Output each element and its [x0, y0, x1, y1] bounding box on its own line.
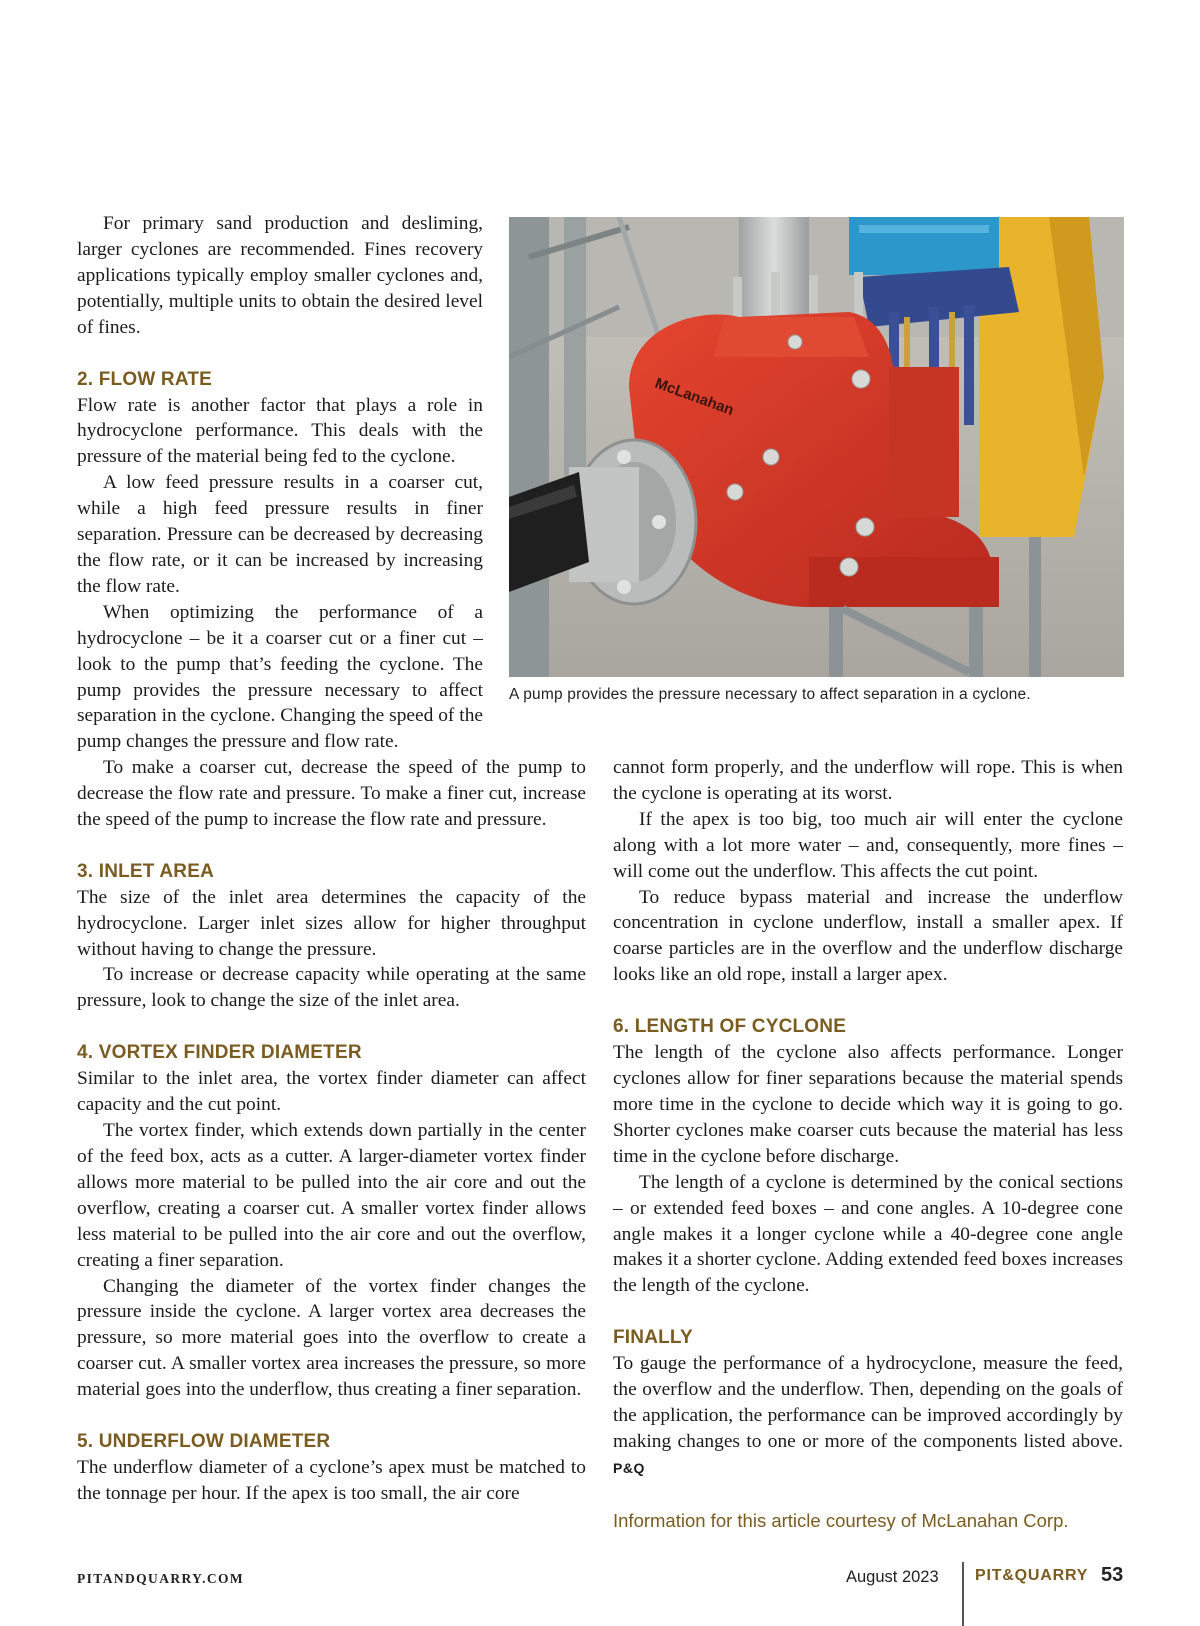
section-heading-inlet-area: 3. INLET AREA — [77, 860, 215, 882]
right-column — [613, 755, 1123, 1534]
section-heading-finally: FINALLY — [613, 1327, 693, 1349]
length-paragraph-1: The length of the cyclone also affects performance. Longer cyclones allow for finer separations because the material spends more time in the cyclone to decide which way it is going to go. Shorter cyclones make coarser cuts because the material has less time in the cyclone before discharge. — [613, 1042, 1123, 1167]
inlet-area-paragraph-1: The size of the inlet area determines the capacity of the hydrocyclone. Larger inlet sizes allow for higher throughput without having to change the pressure. — [77, 886, 586, 960]
footer-date: August 2023 — [846, 1568, 939, 1586]
intro-column — [77, 211, 483, 755]
pump-photo — [509, 217, 1124, 677]
photo-caption: A pump provides the pressure necessary to affect separation in a cyclone. — [509, 686, 1031, 703]
page-number: 53 — [1101, 1564, 1124, 1586]
flow-rate-paragraph-2: A low feed pressure results in a coarser cut, while a high feed pressure results in finer separation. Pressure can be decreased by decreasing the flow rate, or it can be increased by increasing the flow rate. — [77, 472, 483, 597]
underflow-paragraph-2: If the apex is too big, too much air will enter the cyclone along with a lot more water – and, consequently, more fines – will come out the underflow. This affects the cut point. — [613, 808, 1123, 882]
section-heading-length: 6. LENGTH OF CYCLONE — [613, 1016, 847, 1038]
underflow-paragraph-1-continued: cannot form properly, and the underflow will rope. This is when the cyclone is operating at its worst. — [613, 757, 1123, 804]
footer-brand: PIT&QUARRY — [975, 1567, 1089, 1584]
intro-paragraph: For primary sand production and desliming, larger cyclones are recommended. Fines recovery applications typically employ smaller cyclones and, potentially, multiple units to obtain the desired level of fines. — [77, 213, 483, 338]
length-paragraph-2: The length of a cyclone is determined by the conical sections – or extended feed boxes – and cone angles. A 10-degree cone angle makes it a longer cyclone while a 40-degree cone angle makes it a shorter cyclone. Adding extended feed boxes increases the length of the cyclone. — [613, 1171, 1123, 1297]
underflow-paragraph-1: The underflow diameter of a cyclone’s apex must be matched to the tonnage per hour. If the apex is too small, the air core — [77, 1457, 586, 1504]
flow-rate-paragraph-4: To make a coarser cut, decrease the speed of the pump to decrease the flow rate and pressure. To make a finer cut, increase the speed of the pump to increase the flow rate and pressure. — [77, 757, 586, 830]
vortex-finder-paragraph-1: Similar to the inlet area, the vortex finder diameter can affect capacity and the cut point. — [77, 1068, 586, 1116]
end-mark: P&Q — [613, 1459, 645, 1476]
pump-brand-text: McLanahan — [652, 374, 736, 419]
flow-rate-paragraph-1: Flow rate is another factor that plays a role in hydrocyclone performance. This deals with the pressure of the material being fed to the cyclone. — [77, 394, 483, 468]
section-heading-underflow: 5. UNDERFLOW DIAMETER — [77, 1431, 331, 1453]
flow-rate-paragraph-3: When optimizing the performance of a hydrocyclone – be it a coarser cut or a finer cut – look to the pump that’s feeding the cyclone. The pump provides the pressure necessary to affect separation in the cyclone. Changing the speed of the pump changes the pressure and flow rate. — [77, 601, 483, 753]
finally-text: To gauge the performance of a hydrocyclone, measure the feed, the overflow and the underflow. Then, depending on the goals of the application, the performance can be improved accordingly by making changes to one or more of the components listed above. — [613, 1353, 1123, 1452]
section-heading-vortex-finder: 4. VORTEX FINDER DIAMETER — [77, 1042, 362, 1064]
inlet-area-paragraph-2: To increase or decrease capacity while operating at the same pressure, look to change the size of the inlet area. — [77, 964, 586, 1012]
section-heading-flow-rate: 2. FLOW RATE — [77, 368, 213, 390]
vortex-finder-paragraph-2: The vortex finder, which extends down partially in the center of the feed box, acts as a cutter. A larger-diameter vortex finder allows more material to be pulled into the air core and out the overflow, creating a coarser cut. A smaller vortex finder allows less material to be pulled into the air core and out the overflow, creating a finer separation. — [77, 1120, 586, 1271]
finally-paragraph — [613, 1351, 1123, 1482]
underflow-paragraph-3: To reduce bypass material and increase the underflow concentration in cyclone underflow, install a smaller apex. If coarse particles are in the overflow and the underflow discharge looks like an old rope, install a larger apex. — [613, 886, 1123, 986]
left-column — [77, 755, 586, 1507]
article-credit: Information for this article courtesy of McLanahan Corp. — [613, 1509, 1069, 1531]
footer-divider — [962, 1562, 964, 1626]
footer-site: PITANDQUARRY.COM — [77, 1571, 245, 1586]
vortex-finder-paragraph-3: Changing the diameter of the vortex finder changes the pressure inside the cyclone. A larger vortex area decreases the pressure, so more material goes into the overflow to create a coarser cut. A smaller vortex area increases the pressure, so more material goes into the underflow, thus creating a finer separation. — [77, 1275, 586, 1401]
